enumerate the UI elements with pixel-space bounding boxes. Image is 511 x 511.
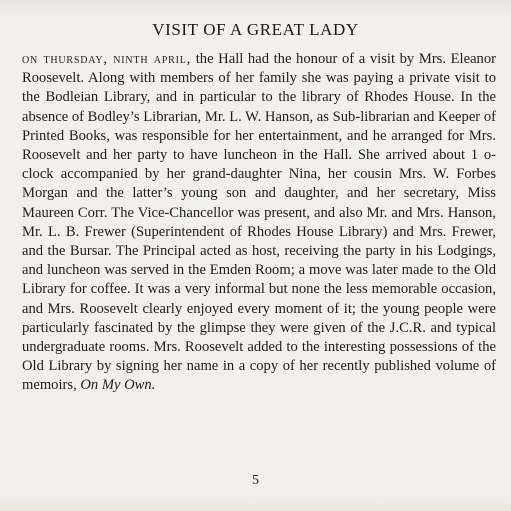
article-title: VISIT OF A GREAT LADY	[152, 20, 359, 39]
book-title: On My Own.	[80, 377, 156, 394]
page-bottom-shading	[0, 497, 511, 511]
article-lead: on thursday, ninth april,	[22, 51, 192, 67]
page-number: 5	[252, 473, 259, 488]
page-top-shading	[0, 0, 511, 18]
article-body-text: the Hall had the honour of a visit by Mrs. Eleanor Roosevelt. Along with members of her family she was paying a private visit to the Bodleian Library, and in particular to the library of Rhodes House. In the absence of Bodley’s Librarian, Mr. L. W. Hanson, as Sub-librarian and Keeper of Printed Books, was responsible for her entertainment, and he arranged for Mrs. Roosevelt and her party to have luncheon in the Hall. She arrived about 1 o-clock accompanied by her grand-daughter Nina, her cousin Mrs. W. Forbes Morgan and the latter’s young son and daughter, and her secretary, Miss Maureen Corr. The Vice-Chancellor was present, and also Mr. and Mrs. Hanson, Mr. L. B. Frewer (Superintendent of Rhodes House Library) and Mrs. Frewer, and the Bursar. The Principal acted as host, receiving the party in his Lodgings, and luncheon was served in the Emden Room; a move was later made to the Old Library for coffee. It was a very informal but none the less memorable occasion, and Mrs. Roosevelt clearly enjoyed every moment of it; the young people were particularly fascinated by the glimpse they were given of the J.C.R. and typical undergraduate rooms. Mrs. Roosevelt added to the interesting possessions of the Old Library by signing her name in a copy of her recently published volume of memoirs,	[22, 51, 496, 394]
article-body	[22, 50, 496, 396]
